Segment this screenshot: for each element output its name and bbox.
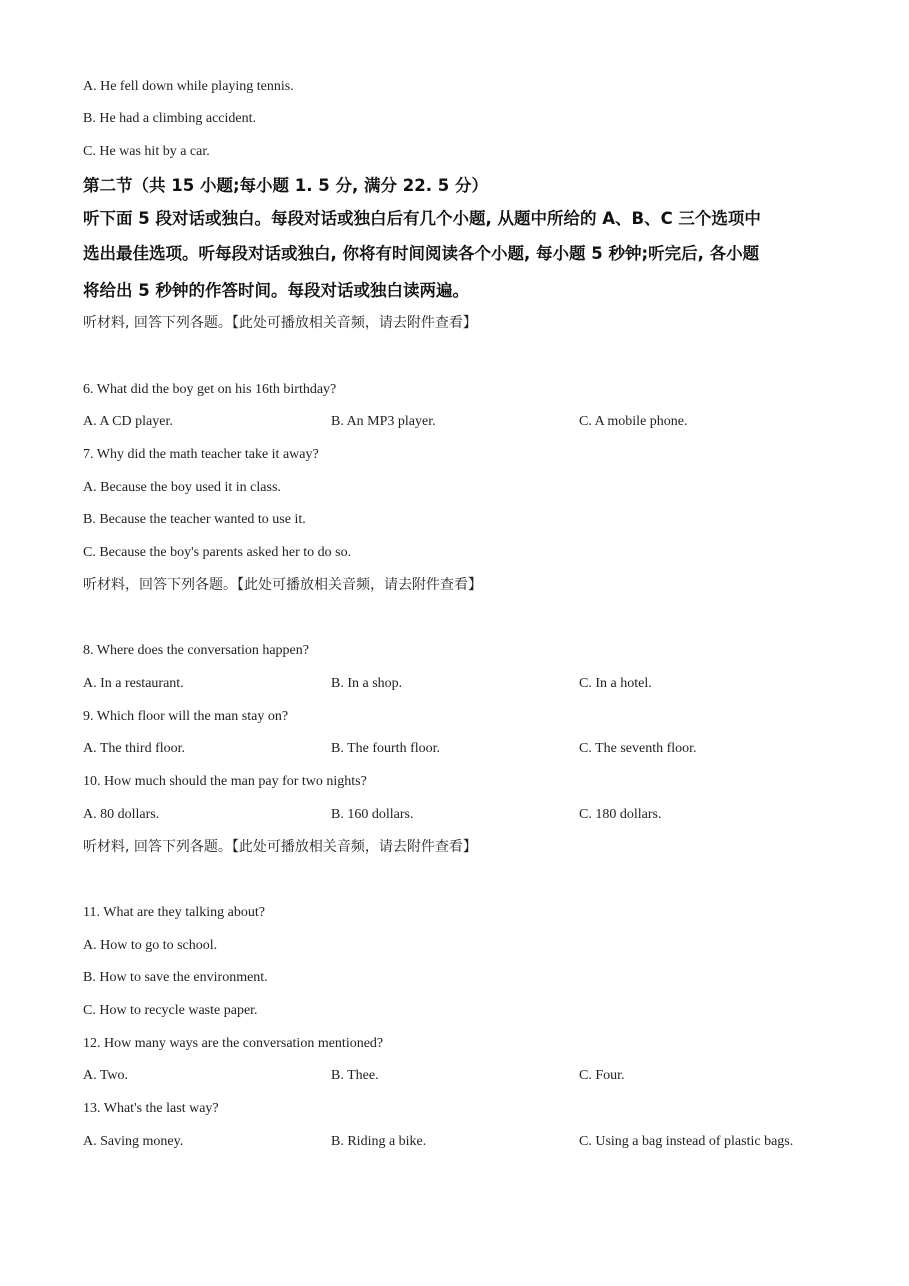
q7-option-c: C. Because the boy's parents asked her to do so.	[83, 545, 352, 560]
q13-options	[83, 1133, 883, 1151]
q12-option-c: C. Four.	[579, 1068, 625, 1083]
q7-option-b: B. Because the teacher wanted to use it.	[83, 512, 306, 527]
q6-question: 6. What did the boy get on his 16th birthday?	[83, 382, 337, 397]
q8-option-c: C. In a hotel.	[579, 676, 652, 691]
q6-options	[83, 413, 883, 431]
q9-option-c: C. The seventh floor.	[579, 741, 697, 756]
section-instruction-2: 选出最佳选项。听每段对话或独白, 你将有时间阅读各个小题, 每小题 5 秒钟;听完后, 各小题	[83, 244, 760, 263]
q12-question: 12. How many ways are the conversation mentioned?	[83, 1036, 384, 1051]
q10-question: 10. How much should the man pay for two nights?	[83, 774, 367, 789]
q11-question: 11. What are they talking about?	[83, 905, 265, 920]
q11-option-a: A. How to go to school.	[83, 938, 218, 953]
q13-option-a: A. Saving money.	[83, 1134, 184, 1149]
q6-option-a: A. A CD player.	[83, 414, 173, 429]
q10-options	[83, 806, 883, 824]
section-title: 第二节（共 15 小题;每小题 1. 5 分, 满分 22. 5 分）	[83, 176, 488, 195]
listen-prompt-1: 听材料, 回答下列各题。【此处可播放相关音频，请去附件查看】	[83, 315, 477, 331]
q11-option-b: B. How to save the environment.	[83, 970, 268, 985]
section-instruction-3: 将给出 5 秒钟的作答时间。每段对话或独白读两遍。	[83, 281, 469, 300]
q8-option-a: A. In a restaurant.	[83, 676, 184, 691]
q12-option-b: B. Thee.	[331, 1068, 379, 1083]
q7-question: 7. Why did the math teacher take it away?	[83, 447, 319, 462]
q13-question: 13. What's the last way?	[83, 1101, 219, 1116]
q8-question: 8. Where does the conversation happen?	[83, 643, 309, 658]
q13-option-c: C. Using a bag instead of plastic bags.	[579, 1134, 794, 1149]
q9-option-a: A. The third floor.	[83, 741, 186, 756]
q8-option-b: B. In a shop.	[331, 676, 403, 691]
listen-prompt-3: 听材料, 回答下列各题。【此处可播放相关音频，请去附件查看】	[83, 839, 477, 855]
q5-option-a: A. He fell down while playing tennis.	[83, 79, 294, 94]
q5-option-c: C. He was hit by a car.	[83, 144, 210, 159]
q8-options	[83, 675, 883, 693]
q10-option-c: C. 180 dollars.	[579, 807, 662, 822]
q11-option-c: C. How to recycle waste paper.	[83, 1003, 258, 1018]
q6-option-b: B. An MP3 player.	[331, 414, 436, 429]
q13-option-b: B. Riding a bike.	[331, 1134, 427, 1149]
q9-option-b: B. The fourth floor.	[331, 741, 441, 756]
q9-question: 9. Which floor will the man stay on?	[83, 709, 289, 724]
q10-option-a: A. 80 dollars.	[83, 807, 160, 822]
q7-option-a: A. Because the boy used it in class.	[83, 480, 281, 495]
q12-options	[83, 1067, 883, 1085]
q10-option-b: B. 160 dollars.	[331, 807, 414, 822]
listen-prompt-2: 听材料，回答下列各题。【此处可播放相关音频，请去附件查看】	[83, 577, 482, 593]
q5-option-b: B. He had a climbing accident.	[83, 111, 256, 126]
q9-options	[83, 740, 883, 758]
q12-option-a: A. Two.	[83, 1068, 129, 1083]
q6-option-c: C. A mobile phone.	[579, 414, 688, 429]
section-instruction-1: 听下面 5 段对话或独白。每段对话或独白后有几个小题, 从题中所给的 A、B、C 三个选项中	[83, 209, 761, 228]
